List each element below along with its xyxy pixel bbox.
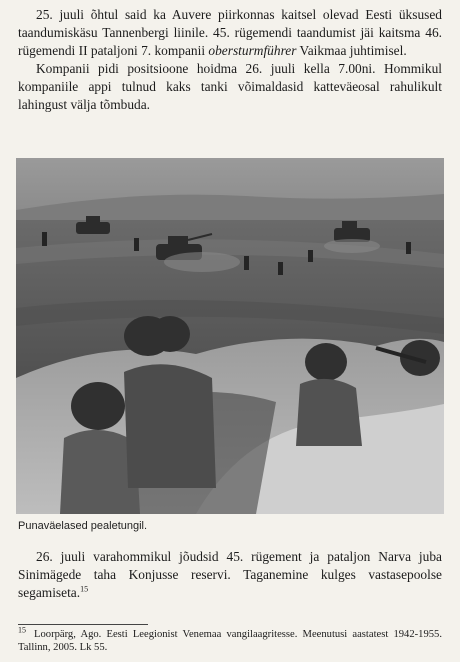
rank-italic: obersturmführer (208, 43, 297, 58)
paragraph-3: 26. juuli varahommikul jõudsid 45. rügement ja pataljon Narva juba Sinimägede taha Konjusse reservi. Taganemine kulges vastasepoolse segamiseta.$^{15}$ (18, 549, 442, 600)
photo-image (16, 158, 444, 514)
footnote (18, 625, 442, 654)
photo-caption: Punaväelased pealetungil. (18, 520, 148, 532)
footnote-rule (18, 624, 148, 625)
paragraph-1: 25. juuli õhtul said ka Auvere piirkonnas kaitsel olevad Eesti üksused taandumiskäsu Tannenbergi liinile. 45. rügemendi taandumist jäi kaitsma 46. rügemendi II pataljoni 7. kompanii obersturmführer Vaikmaa juhtimisel. (18, 7, 442, 58)
body-text-top (18, 6, 442, 114)
body-text-bottom (18, 548, 442, 602)
footnote-number: 15 (18, 625, 26, 635)
soldiers-photo (16, 158, 444, 514)
footnote-text: Loorpärg, Ago. Eesti Leegionist Venemaa vangilaagritesse. Meenutusi aastatest 1942-1955. Tallinn, 2005. Lk 55. (18, 629, 442, 653)
paragraph-2: Kompanii pidi positsioone hoidma 26. juuli kella 7.00ni. Hommikul kompaniile appi tulnud kaks tanki võimaldasid katteväeosal rahulikult lahingust välja tõmbuda. (18, 61, 442, 112)
footnote-ref: 15 (80, 584, 89, 594)
